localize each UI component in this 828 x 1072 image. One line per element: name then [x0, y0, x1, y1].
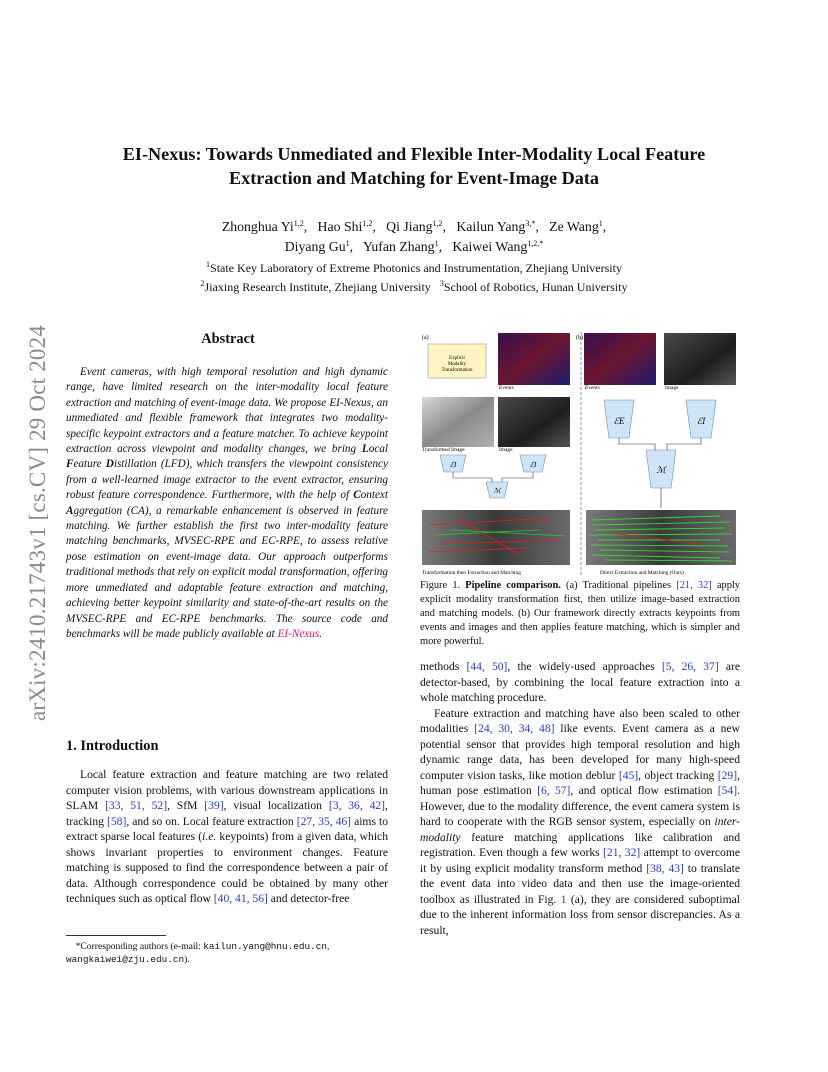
abstract-text: eature — [73, 458, 106, 471]
caption-text: (a) Traditional pipelines — [560, 580, 677, 591]
caption-label: Figure 1. — [420, 580, 466, 591]
email-link[interactable]: kailun.yang@hnu.edu.cn — [203, 941, 327, 952]
panel-label-b: (b) — [576, 335, 583, 341]
figure-ref-link[interactable]: 1 — [560, 892, 567, 906]
footnote-text: , — [327, 941, 330, 952]
citation-link[interactable]: [21, 32] — [603, 846, 641, 859]
author-name: Hao Shi — [317, 219, 363, 234]
abstract-text: ontext — [360, 489, 388, 502]
body-text: keypoints) from a given data, which shows invariant properties to environment changes. Feature matching is supposed to find the correspondence between a pair of data. Although correspondence could be obtained by many other techniques such as optical flow — [66, 830, 389, 905]
affil-sup: 2 — [200, 279, 205, 288]
citation-link[interactable]: [38, 43] — [646, 861, 684, 875]
body-text: , object tracking — [638, 768, 718, 782]
abstract-bold: A — [66, 504, 74, 517]
abstract-bold: F — [66, 458, 74, 471]
citation-link[interactable]: [40, 41, 56] — [213, 892, 268, 905]
abstract-heading: Abstract — [201, 331, 255, 347]
title-line-2: Extraction and Matching for Event-Image Data — [229, 168, 599, 188]
citation-link[interactable]: [3, 36, 42] — [328, 799, 386, 812]
flow-arrows-a — [453, 472, 533, 482]
image-label-a: Image — [499, 447, 513, 453]
body-text: to translate the event data into video data and then use the image-oriented toolbox as illustrated in Fig. — [420, 861, 740, 906]
citation-link[interactable]: [27, 35, 46] — [296, 814, 352, 828]
body-italic: i.e. — [202, 830, 217, 843]
affiliation-1: State Key Laboratory of Extreme Photonics and Instrumentation, Zhejiang University — [210, 261, 622, 275]
citation-link[interactable]: [29] — [717, 768, 738, 782]
paper-title — [80, 142, 748, 190]
matcher-label: ℳ — [656, 465, 666, 475]
abstract-text: ggregation (CA), a remarkable enhancement is observed in feature matching. We further establish the first two inter-modality feature matching benchmarks, MVSEC-RPE and EC-RPE, to assess relative pose estimation on event-image data. Our approach outperforms traditional methods that rely on explicit modal transformation, offering more unmediated and adaptable feature extraction and matching, achieving better keypoint similarity and state-of-the-art results on the MVSEC-RPE and EC-RPE benchmarks. The source code and benchmarks will be made publicly available at — [66, 504, 388, 640]
author-name: Diyang Gu — [284, 239, 346, 254]
affiliation-3: School of Robotics, Hunan University — [443, 280, 628, 294]
body-text: , and optical flow estimation — [570, 784, 718, 797]
title-line-1: EI-Nexus: Towards Unmediated and Flexible Inter-Modality Local Feature — [122, 144, 706, 164]
citation-link[interactable]: [5, 26, 37] — [661, 660, 719, 673]
intro-body — [66, 767, 388, 907]
abstract-body — [66, 365, 388, 642]
body-text: and detector-free — [267, 892, 350, 905]
caption-bold: Pipeline comparison. — [465, 580, 561, 591]
author-affil-sup: 3,* — [525, 219, 536, 228]
body-text: attempt to overcome it by using explicit modality transform method — [420, 846, 740, 875]
body-text: , tracking — [66, 799, 388, 828]
body-text: are detector-based, by combining the local feature extraction into a whole matching procedure. — [420, 660, 740, 704]
affil-sup: 3 — [439, 279, 444, 288]
body-text: , the widely-used approaches — [507, 660, 662, 673]
author-affil-sup: 1 — [434, 239, 439, 248]
author-affil-sup: 1,2,* — [527, 239, 544, 248]
citation-link[interactable]: [58] — [107, 814, 127, 828]
figure-pipeline-comparison — [420, 330, 742, 578]
body-text: , and so on. Local feature extraction — [126, 814, 297, 828]
matcher-label: ℳ — [493, 487, 501, 495]
encoder-label: ℰI — [449, 461, 457, 469]
footnote — [66, 940, 388, 966]
author-affil-sup: 1 — [345, 239, 350, 248]
events-label-b: Events — [585, 385, 600, 391]
caption-a-label: Transformation then Extraction and Matching — [422, 570, 521, 576]
caption-text: apply explicit modality transformation first, then utilize image-based extraction and matching models. (b) Our framework directly extracts keypoints from events and images and then applies feature matching, which is simpler and more powerful. — [420, 580, 740, 647]
email-link[interactable]: wangkaiwei@zju.edu.cn — [66, 954, 185, 965]
encoder-label: ℰI — [529, 461, 537, 469]
body-text: , SfM — [167, 799, 205, 812]
citation-link[interactable]: [44, 50] — [466, 660, 508, 673]
author-affil-sup: 1,2 — [362, 219, 373, 228]
author-list: Zhonghua Yi$^{1,2}$, Hao Shi$^{1,2}$, Qi Jiang$^{1,2}$, Kailun Yang$^{3,*}$, Ze Wang$^1$, Diyang Gu$^1$, Yufan Zhang$^1$, Kaiwei Wang$^{1,2,*}$ — [221, 219, 607, 254]
body-text: (a), they are considered suboptimal due to the inherent information loss from sensor discrepancies. As a result, — [420, 892, 740, 937]
transformed-image-label: Transformed Image — [422, 447, 465, 453]
citation-link[interactable]: [54] — [717, 784, 738, 797]
body-text: Local feature extraction and feature matching are two related computer vision problems, with various downstream applications in SLAM — [66, 768, 388, 812]
body-text: . However, due to the modality difference, the event camera system is hard to cooperate with the RGB sensor system, especially on — [420, 784, 740, 828]
author-name: Yufan Zhang — [362, 239, 435, 254]
transformed-image-thumb — [422, 397, 494, 447]
encoder-label: ℰE — [613, 416, 625, 426]
citation-link[interactable]: [45] — [618, 768, 639, 782]
affil-sup: 1 — [206, 260, 211, 269]
encoder-label: ℰI — [696, 416, 706, 426]
abstract-bold: D — [105, 458, 114, 471]
author-name: Ze Wang — [549, 219, 599, 234]
citation-link[interactable]: [6, 57] — [537, 784, 571, 797]
abstract-text: Event cameras, with high temporal resolution and high dynamic range, have limited research on the inter-modality local feature extraction and matching of event-image data. We propose EI-Nexus, an unmediated and flexible framework that integrates two modality-specific keypoint extractors and a feature matcher. To achieve keypoint extraction across viewpoint and modality changes, we bring — [66, 366, 388, 456]
author-name: Zhonghua Yi — [221, 219, 294, 234]
author-name: Kailun Yang — [456, 219, 526, 234]
body-text: Feature extraction and matching have also been scaled to other modalities — [420, 706, 740, 735]
caption-b-label: Direct Extraction and Matching (Ours) — [600, 570, 684, 576]
image-label-b: Image — [665, 385, 679, 391]
citation-link[interactable]: [33, 51, 52] — [105, 799, 168, 812]
body-text: aims to extract sparse local features ( — [66, 814, 388, 843]
events-image-b — [584, 333, 656, 385]
abstract-bold: L — [361, 443, 369, 456]
figure-svg — [420, 330, 742, 578]
footnote-text: *Corresponding authors (e-mail: — [75, 941, 204, 952]
citation-link[interactable]: [24, 30, 34, 48] — [474, 722, 555, 735]
footnote-text: ). — [184, 954, 190, 965]
author-name: Qi Jiang — [386, 219, 433, 234]
body-text: , visual localization — [223, 799, 329, 812]
author-affil-sup: 1,2 — [432, 219, 443, 228]
abstract-text: . — [319, 627, 323, 640]
ei-nexus-link[interactable]: EI-Nexus — [277, 627, 320, 640]
author-affil-sup: 1,2 — [293, 219, 304, 228]
body-text: like events. Event camera as a new potential sensor that provides high temporal resolution and high dynamic range data, has been developed for many high-speed computer vision tasks, like motion deblur — [420, 722, 740, 782]
abstract-text: ocal — [368, 443, 388, 456]
panel-label-a: (a) — [422, 335, 429, 341]
image-thumb-b — [664, 333, 736, 385]
events-label-a: Events — [499, 385, 514, 391]
affiliation-2: Jiaxing Research Institute, Zhejiang University — [204, 280, 431, 294]
right-column-body — [420, 659, 740, 938]
body-text: methods — [420, 660, 467, 673]
abstract-bold: C — [353, 489, 361, 502]
arxiv-stamp — [0, 0, 70, 1072]
figure-caption — [420, 579, 740, 649]
body-text: feature matching applications like calibration and registration. Even though a few works — [420, 830, 740, 859]
affiliations — [110, 259, 718, 297]
author-affil-sup: 1 — [598, 219, 603, 228]
author-name: Kaiwei Wang — [452, 239, 528, 254]
image-thumb-a — [498, 397, 570, 447]
explicit-modality-box-label: Explicit Modality Transformation — [441, 356, 473, 373]
footnote-divider — [66, 935, 166, 936]
body-text: , human pose estimation — [420, 768, 740, 797]
body-italic: inter-modality — [420, 815, 740, 844]
citation-link[interactable]: [39] — [204, 799, 224, 812]
events-image-a — [498, 333, 570, 385]
abstract-text: istillation (LFD), which transfers the viewpoint consistency from a well-learned image extractor to the event extractor, ensuring robust feature correspondence. Furthermore, with the help of — [66, 458, 388, 502]
arxiv-stamp-text: arXiv:2410.21743v1 [cs.CV] 29 Oct 2024 — [25, 325, 50, 721]
section-heading-introduction: 1. Introduction — [66, 738, 159, 754]
citation-link[interactable]: [21, 32] — [676, 580, 712, 591]
